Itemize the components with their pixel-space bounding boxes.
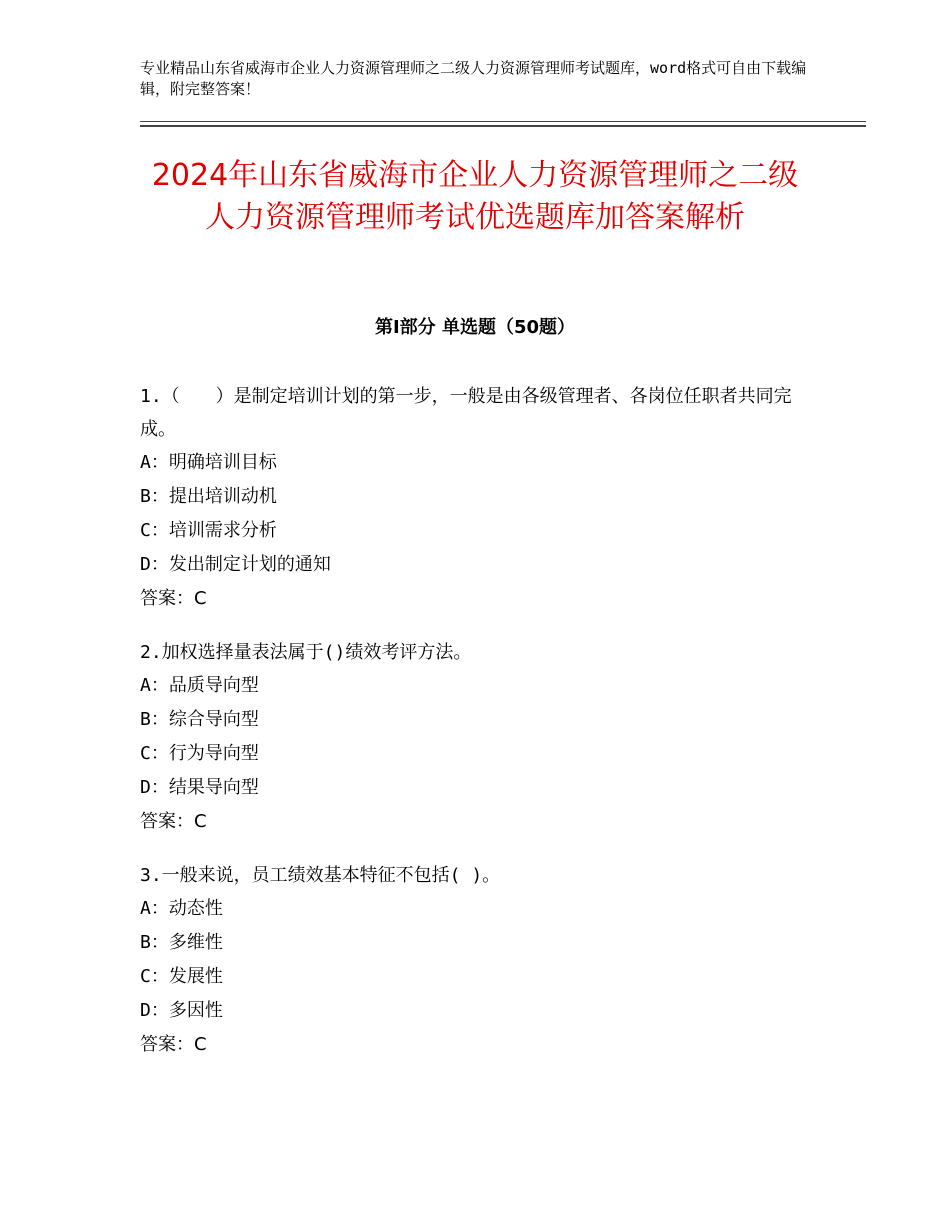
option-a: A：明确培训目标 bbox=[140, 452, 277, 473]
option-b: B：多维性 bbox=[140, 932, 223, 953]
question-list bbox=[140, 380, 820, 1082]
question-stem: 2.加权选择量表法属于()绩效考评方法。 bbox=[140, 642, 472, 663]
answer-text: 答案：C bbox=[140, 1034, 207, 1055]
answer-text: 答案：C bbox=[140, 588, 207, 609]
header-divider-thin bbox=[140, 121, 866, 122]
option-c: C：行为导向型 bbox=[140, 743, 259, 764]
document-title: 2024年山东省威海市企业人力资源管理师之二级人力资源管理师考试优选题库加答案解析 bbox=[151, 158, 799, 235]
option-c: C：培训需求分析 bbox=[140, 520, 277, 541]
option-b: B：提出培训动机 bbox=[140, 486, 277, 507]
option-c: C：发展性 bbox=[140, 966, 223, 987]
question-3 bbox=[140, 859, 820, 1062]
header-note: 专业精品山东省威海市企业人力资源管理师之二级人力资源管理师考试题库，word格式可自由下载编辑，附完整答案！ bbox=[140, 59, 807, 98]
header-divider-thick bbox=[140, 125, 866, 127]
option-d: D：发出制定计划的通知 bbox=[140, 554, 331, 575]
question-1 bbox=[140, 380, 820, 616]
option-a: A：品质导向型 bbox=[140, 675, 259, 696]
option-d: D：结果导向型 bbox=[140, 777, 259, 798]
question-2 bbox=[140, 636, 820, 839]
section-title: 第Ⅰ部分 单选题（50题） bbox=[374, 317, 575, 338]
question-stem: 3.一般来说，员工绩效基本特征不包括( )。 bbox=[140, 865, 501, 886]
option-d: D：多因性 bbox=[140, 1000, 223, 1021]
question-stem: 1.（ ）是制定培训计划的第一步，一般是由各级管理者、各岗位任职者共同完成。 bbox=[140, 386, 792, 440]
option-b: B：综合导向型 bbox=[140, 709, 259, 730]
option-a: A：动态性 bbox=[140, 898, 223, 919]
answer-text: 答案：C bbox=[140, 811, 207, 832]
